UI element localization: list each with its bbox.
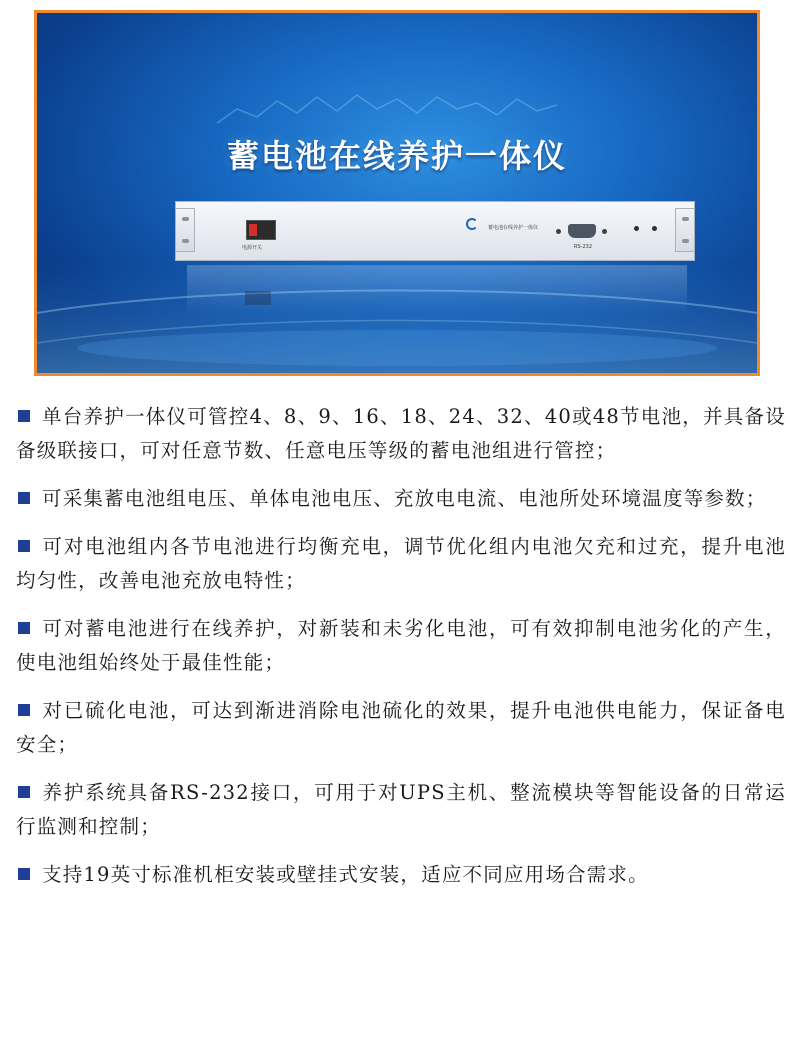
- screw-icon: [602, 229, 607, 234]
- power-switch-label: 电源开关: [242, 245, 263, 251]
- feature-list: [16, 400, 786, 892]
- feature-text: 支持19英寸标准机柜安装或壁挂式安装，适应不同应用场合需求。: [42, 863, 649, 886]
- power-switch: [246, 220, 276, 240]
- serial-port-label: RS-232: [574, 244, 592, 250]
- feature-text: 可采集蓄电池组电压、单体电池电压、充放电电流、电池所处环境温度等参数；: [42, 487, 767, 510]
- device-product-name: 蓄电池在线养护一体仪: [488, 225, 539, 231]
- brand-logo-icon: [466, 218, 478, 230]
- rack-ear-left: [175, 208, 195, 252]
- indicator-led-icon: [652, 226, 657, 231]
- feature-text: 可对蓄电池进行在线养护，对新装和未劣化电池，可有效抑制电池劣化的产生，使电池组始终处于最佳性能；: [16, 617, 786, 674]
- feature-text: 对已硫化电池，可达到渐进消除电池硫化的效果，提升电池供电能力，保证备电安全；: [16, 699, 786, 756]
- banner-title: 蓄电池在线养护一体仪: [226, 137, 567, 175]
- switch-reflection: [245, 291, 271, 305]
- screw-icon: [556, 229, 561, 234]
- serial-port: [568, 224, 596, 238]
- feature-item: [16, 482, 786, 516]
- blue-square-icon: [18, 868, 30, 880]
- feature-item: [16, 694, 786, 762]
- blue-square-icon: [18, 492, 30, 504]
- blue-square-icon: [18, 622, 30, 634]
- feature-item: [16, 530, 786, 598]
- feature-item: [16, 612, 786, 680]
- feature-item: [16, 776, 786, 844]
- blue-square-icon: [18, 786, 30, 798]
- rack-device: [175, 201, 695, 261]
- product-banner: [34, 10, 760, 376]
- feature-item: [16, 400, 786, 468]
- rack-ear-right: [675, 208, 695, 252]
- feature-text: 单台养护一体仪可管控4、8、9、16、18、24、32、40或48节电池，并具备设备级联接口，可对任意节数、任意电压等级的蓄电池组进行管控；: [16, 405, 786, 462]
- feature-text: 养护系统具备RS-232接口，可用于对UPS主机、整流模块等智能设备的日常运行监测和控制；: [16, 781, 786, 838]
- blue-square-icon: [18, 410, 30, 422]
- feature-item: [16, 858, 786, 892]
- banner-background-graphic: [37, 13, 757, 373]
- indicator-led-icon: [634, 226, 639, 231]
- device-reflection: [187, 265, 687, 314]
- feature-text: 可对电池组内各节电池进行均衡充电，调节优化组内电池欠充和过充，提升电池均匀性，改善电池充放电特性；: [16, 535, 786, 592]
- blue-square-icon: [18, 704, 30, 716]
- blue-square-icon: [18, 540, 30, 552]
